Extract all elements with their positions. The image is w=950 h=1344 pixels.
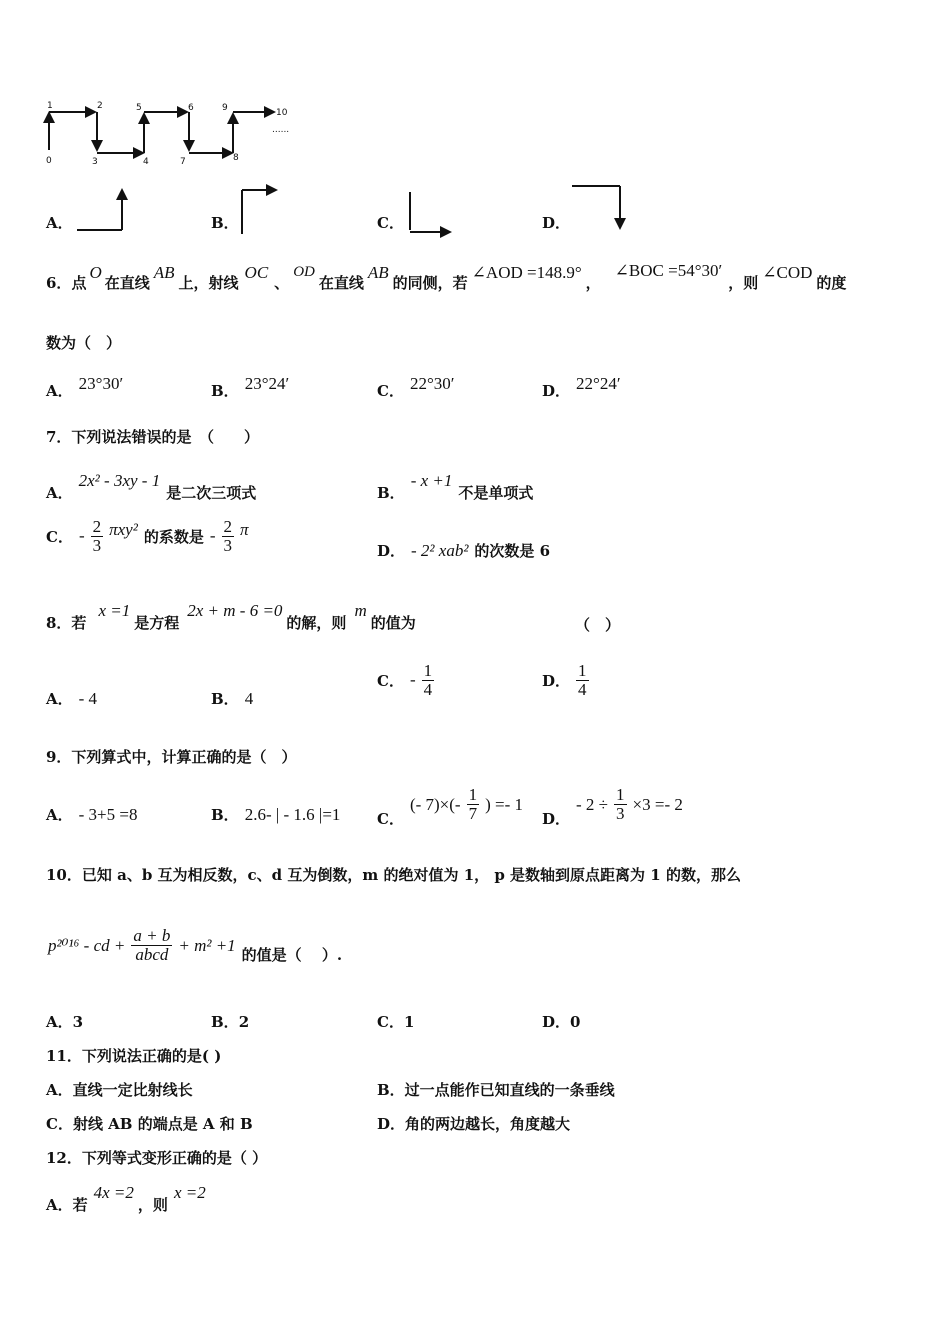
q7-option-d-label: D．: [377, 542, 406, 560]
q6-text: 的同侧，若: [392, 274, 468, 292]
q11-option-c[interactable]: C．射线 AB 的端点是 A 和 B: [46, 1115, 253, 1133]
q11-option-b[interactable]: B．过一点能作已知直线的一条垂线: [377, 1081, 615, 1099]
q8-text: 是方程: [134, 614, 180, 632]
q10-expression: [48, 926, 342, 965]
q9-option-d[interactable]: [542, 780, 683, 829]
q11-stem: 11．下列说法正确的是( ): [46, 1047, 222, 1065]
q9-option-c-label: C．: [377, 810, 404, 828]
q6-option-b[interactable]: [211, 366, 289, 401]
q7-option-a-math: 2x² - 3xy - 1: [78, 470, 161, 490]
seq-label-8: 8: [233, 153, 239, 163]
q6-number: 6．: [46, 274, 72, 292]
seq-label-6: 6: [188, 103, 194, 113]
q12-stem: 12．下列等式变形正确的是（ ）: [46, 1149, 268, 1167]
q6-text: 的度: [816, 274, 847, 292]
q8-option-c-label: C．: [377, 671, 404, 690]
q7-option-a-label: A．: [46, 484, 73, 502]
q11-option-a[interactable]: A．直线一定比射线长: [46, 1081, 193, 1099]
q7-option-d[interactable]: [377, 540, 550, 561]
q9-d-fraction: $\frac{1}{3}$: [616, 785, 625, 823]
q9-option-a[interactable]: [46, 804, 137, 825]
q7-option-a-text: 是二次三项式: [166, 484, 257, 502]
q7-option-b-math: - x +1: [410, 470, 453, 490]
sequence-figure: [40, 98, 300, 168]
q5-option-c-figure: [404, 188, 460, 240]
q8-option-a[interactable]: [46, 688, 97, 709]
q8-option-d-label: D．: [542, 671, 571, 690]
q6-text: 点: [71, 274, 87, 292]
q7-stem: 7．下列说法错误的是 （ ）: [46, 428, 259, 446]
q12-option-a[interactable]: [46, 1182, 210, 1215]
q10-tail: 的值是（ ）.: [241, 946, 343, 964]
seq-label-5: 5: [136, 103, 142, 113]
q9-c-fraction: $\frac{1}{7}$: [468, 785, 478, 823]
seq-label-1: 1: [47, 101, 53, 111]
q6-math-ab2: AB: [367, 262, 389, 282]
q9-d-pre: - 2 ÷: [576, 794, 609, 814]
q7-c-rest: πxy²: [109, 520, 138, 540]
q8-math-x: x =1: [98, 600, 131, 620]
q9-option-c[interactable]: [377, 780, 523, 829]
q8-stem: [46, 600, 416, 633]
q7-option-c-label: C．: [46, 527, 73, 546]
q9-c-post: ) =- 1: [485, 794, 524, 814]
seq-label-4: 4: [143, 157, 149, 167]
q8-option-a-label: A．: [46, 690, 73, 708]
q7-option-b-text: 不是单项式: [458, 484, 534, 502]
q6-option-c-label: C．: [377, 382, 404, 400]
q7-c2-fraction: $\frac{2}{3}$: [223, 517, 233, 555]
q6-math-cod: ∠COD: [762, 262, 813, 282]
q7-c2-minus: -: [209, 526, 216, 546]
q8-option-d[interactable]: [542, 662, 589, 699]
q10-expr-pre: p²⁰¹⁶ - cd +: [48, 935, 126, 955]
q5-option-a-figure: [72, 182, 132, 238]
q7-option-c[interactable]: [46, 518, 249, 555]
q7-option-b-label: B．: [377, 484, 405, 502]
q10-expr-post: + m² +1: [178, 935, 236, 955]
q6-text: ，: [585, 274, 601, 292]
q8-option-a-value: - 4: [78, 688, 98, 708]
q8-option-b-value: 4: [244, 688, 254, 708]
q6-math-o: O: [89, 262, 102, 282]
q6-text: 在直线: [104, 274, 150, 292]
q6-math-boc: ∠BOC =54°30′: [614, 260, 723, 280]
q11-option-d[interactable]: D．角的两边越长，角度越大: [377, 1115, 571, 1133]
q6-option-b-label: B．: [211, 382, 239, 400]
q12-option-a-label: A．若: [46, 1196, 88, 1214]
q9-c-pre: (- 7)×(-: [409, 794, 461, 814]
q6-option-d-value: 22°24′: [576, 373, 621, 393]
q5-option-d-label[interactable]: D．: [542, 214, 571, 232]
q8-text: 的解，则: [286, 614, 347, 632]
q8-paren: （ ）: [575, 616, 621, 634]
q12-option-a-text: ，则: [137, 1196, 168, 1214]
q7-option-d-math: - 2² xab²: [411, 540, 469, 560]
q8-option-c[interactable]: [377, 662, 434, 699]
q5-option-b-figure: [236, 184, 286, 240]
q10-expr-fraction: $\frac{a + b}{\text{abcd}}$: [133, 926, 171, 964]
q9-option-a-value: - 3+5 =8: [78, 804, 138, 824]
q7-option-b[interactable]: [377, 462, 533, 503]
q6-math-od: OD: [293, 264, 315, 280]
q7-c2-rest: π: [240, 520, 249, 540]
q8-option-b[interactable]: [211, 688, 253, 709]
q6-option-c-value: 22°30′: [409, 373, 455, 393]
q7-c-fraction: $\frac{2}{3}$: [92, 517, 102, 555]
q10-option-c[interactable]: C．1: [377, 1013, 415, 1031]
seq-label-10: 10: [276, 108, 288, 118]
q5-option-d-figure: [568, 180, 630, 240]
q6-option-d-label: D．: [542, 382, 571, 400]
q6-math-ab: AB: [153, 262, 175, 282]
q10-option-d[interactable]: D．0: [542, 1013, 581, 1031]
q6-option-d[interactable]: [542, 366, 621, 401]
q8-c-minus: -: [409, 670, 416, 690]
q6-stem-line2: 数为（ ）: [46, 334, 122, 352]
q8-d-fraction: $\frac{1}{4}$: [578, 661, 587, 699]
q6-option-a[interactable]: [46, 366, 123, 401]
q6-option-c[interactable]: [377, 366, 454, 401]
q9-option-d-label: D．: [542, 810, 571, 828]
q8-c-fraction: $\frac{1}{4}$: [423, 661, 433, 699]
q12-option-a-math1: 4x =2: [93, 1182, 134, 1202]
q5-option-c-label[interactable]: C．: [377, 214, 404, 232]
seq-label-0: 0: [46, 156, 52, 166]
q6-text: 、: [274, 274, 290, 292]
q9-option-b[interactable]: [211, 804, 340, 825]
sequence-figure-svg: [40, 98, 300, 168]
q8-text: 8．若: [46, 614, 87, 632]
q7-option-a[interactable]: [46, 462, 256, 503]
q8-option-b-label: B．: [211, 690, 239, 708]
q5-option-b-label[interactable]: B．: [211, 214, 239, 232]
q9-option-b-label: B．: [211, 806, 239, 824]
q8-math-equation: 2x + m - 6 =0: [187, 600, 283, 620]
q6-option-a-label: A．: [46, 382, 73, 400]
q10-option-a[interactable]: A．3: [46, 1013, 84, 1031]
seq-label-7: 7: [180, 157, 186, 167]
q6-option-a-value: 23°30′: [78, 373, 124, 393]
seq-ellipsis: ......: [272, 125, 290, 135]
q9-stem: 9．下列算式中，计算正确的是（ ）: [46, 748, 297, 766]
seq-label-2: 2: [97, 101, 103, 111]
q9-d-post: ×3 =- 2: [632, 794, 683, 814]
seq-label-3: 3: [92, 157, 98, 167]
q6-option-b-value: 23°24′: [244, 373, 290, 393]
q8-math-m: m: [354, 600, 367, 620]
q7-c-minus: -: [78, 526, 85, 546]
q8-text: 的值为: [370, 614, 416, 632]
q6-text: 在直线: [318, 274, 364, 292]
q7-option-c-text: 的系数是: [143, 527, 204, 546]
q5-option-a-label[interactable]: A．: [46, 214, 73, 232]
q6-math-oc: OC: [244, 262, 269, 282]
q10-option-b[interactable]: B．2: [211, 1013, 250, 1031]
q9-option-b-value: 2.6- | - 1.6 |=1: [244, 804, 341, 824]
q9-option-a-label: A．: [46, 806, 73, 824]
q6-math-aod: ∠AOD =148.9°: [471, 262, 582, 282]
seq-label-9: 9: [222, 103, 228, 113]
q6-stem-line1: [46, 260, 847, 293]
q10-stem: 10．已知 a、b 互为相反数，c、d 互为倒数，m 的绝对值为 1， p 是数轴到原点距离为 1 的数，那么: [46, 866, 741, 884]
q6-text: ，则: [728, 274, 759, 292]
q12-option-a-math2: x =2: [173, 1182, 206, 1202]
q7-option-d-text: 的次数是 6: [474, 542, 551, 560]
q6-text: 上，射线: [178, 274, 239, 292]
